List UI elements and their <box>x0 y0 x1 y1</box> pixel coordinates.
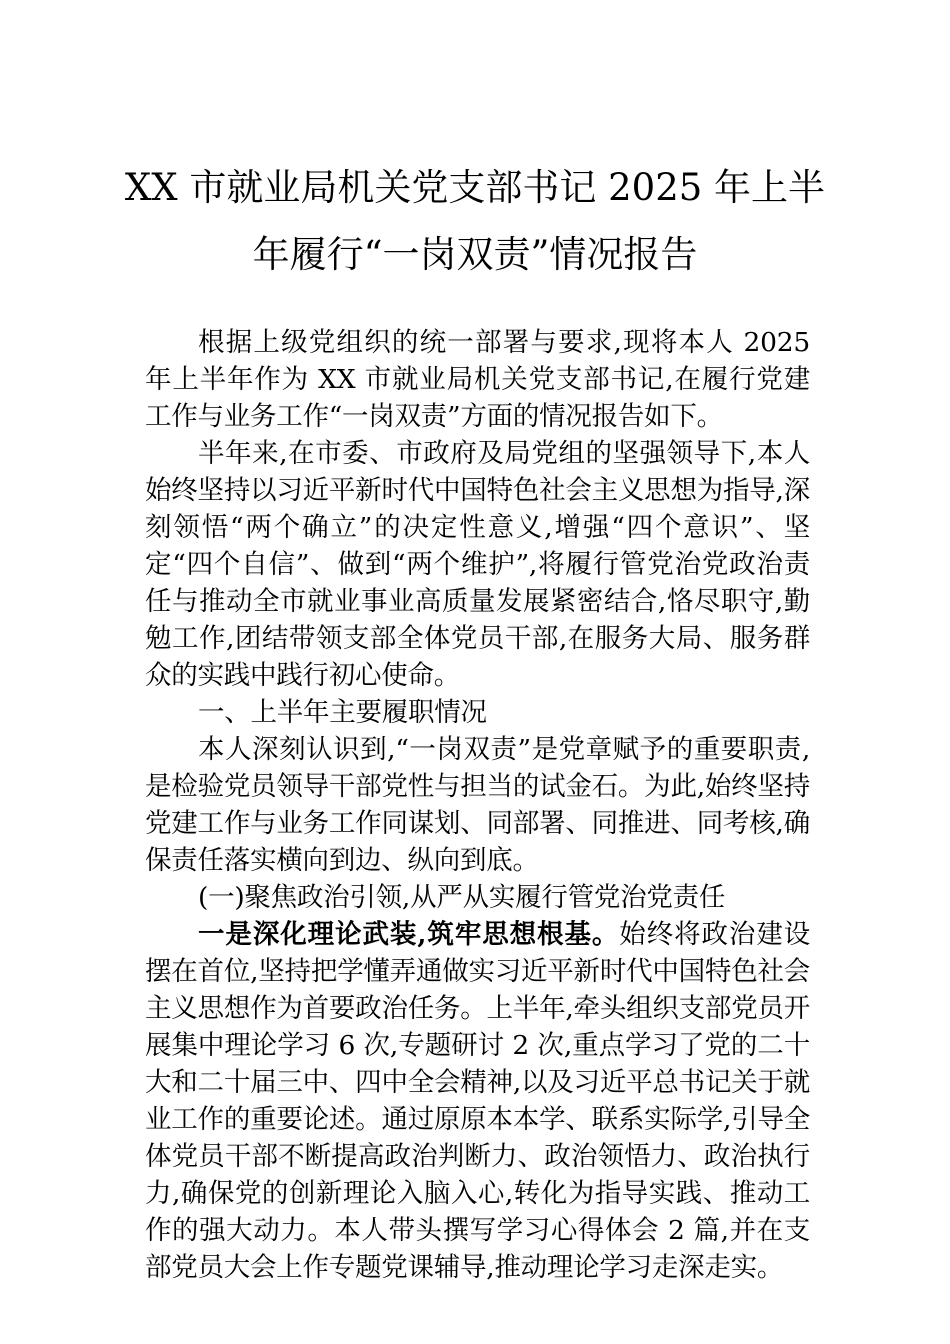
subsection-heading-1: (一)聚焦政治引领,从严从实履行管党治党责任 <box>198 882 726 913</box>
paragraph-intro: 根据上级党组织的统一部署与要求,现将本人 2025 年上半年作为 XX 市就业局机关党支部书记,在履行党建工作与业务工作“一岗双责”方面的情况报告如下。 <box>145 327 810 432</box>
paragraph-lead: 一是深化理论武装,筑牢思想根基。 <box>198 919 620 950</box>
section-heading-1: 一、上半年主要履职情况 <box>198 697 487 728</box>
document-title-line-2: 年履行“一岗双责”情况报告 <box>252 233 698 276</box>
document-body <box>145 324 810 1286</box>
paragraph-theory <box>145 916 810 1286</box>
paragraph-text: 始终将政治建设摆在首位,坚持把学懂弄通做实习近平新时代中国特色社会主义思想作为首要政治任务。上半年,牵头组织支部党员开展集中理论学习 6 次,专题研讨 2 次,重点学习了党的二十大和二十届三中、四中全会精神,以及习近平总书记关于就业工作的重要论述。通过原原本本学、联系实际学,引导全体党员干部不断提高政治判断力、政治领悟力、政治执行力,确保党的创新理论入脑入心,转化为指导实践、推动工作的强大动力。本人带头撰写学习心得体会 2 篇,并在支部党员大会上作专题党课辅导,推动理论学习走深走实。 <box>145 919 811 1283</box>
document-title-line-1: XX 市就业局机关党支部书记 2025 年上半 <box>124 166 826 209</box>
paragraph-overview: 半年来,在市委、市政府及局党组的坚强领导下,本人始终坚持以习近平新时代中国特色社会主义思想为指导,深刻领悟“两个确立”的决定性意义,增强“四个意识”、坚定“四个自信”、做到“两个维护”,将履行管党治党政治责任与推动全市就业事业高质量发展紧密结合,恪尽职守,勤勉工作,团结带领支部全体党员干部,在服务大局、服务群众的实践中践行初心使命。 <box>145 438 810 691</box>
paragraph-section-1: 本人深刻认识到,“一岗双责”是党章赋予的重要职责,是检验党员领导干部党性与担当的试金石。为此,始终坚持党建工作与业务工作同谋划、同部署、同推进、同考核,确保责任落实横向到边、纵向到底。 <box>145 734 810 876</box>
